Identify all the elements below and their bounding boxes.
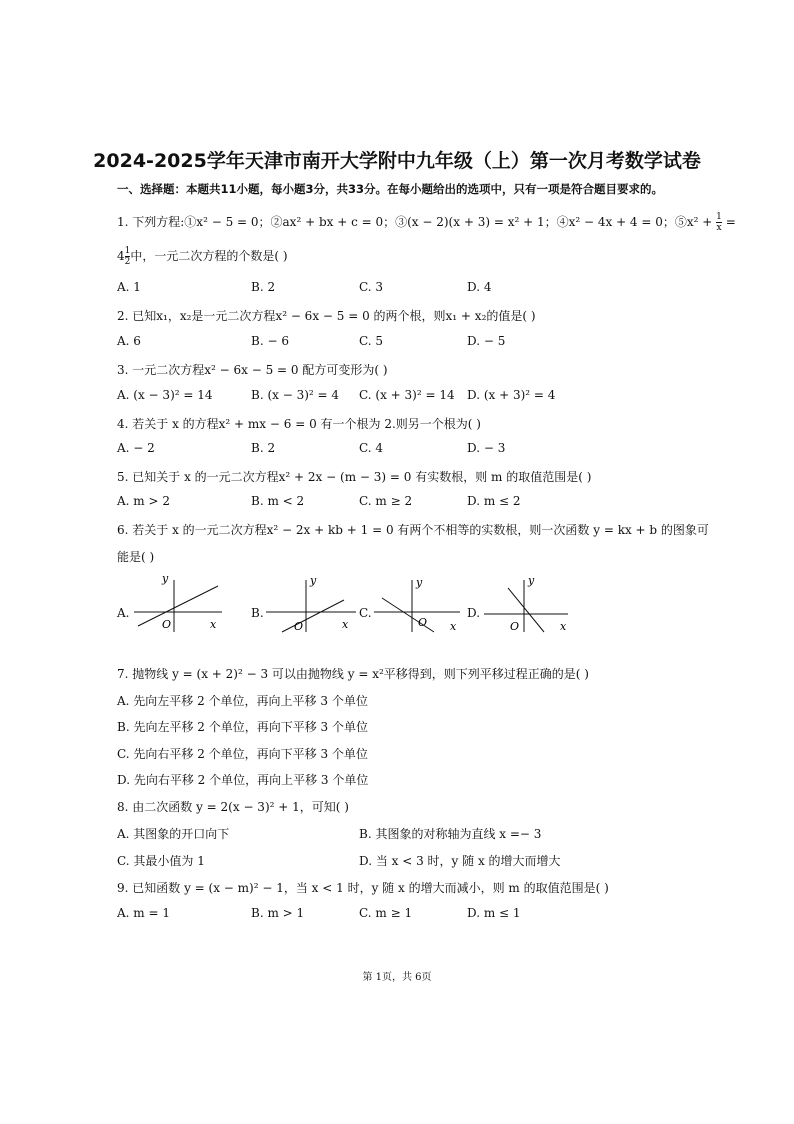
x-axis-label: x <box>450 620 457 633</box>
question-1-stem-end: 中，一元二次方程的个数是( ) <box>130 249 288 263</box>
q5-option-b: B. m < 2 <box>251 494 305 508</box>
q6-graph-a <box>130 574 230 634</box>
q4-option-c: C. 4 <box>359 441 384 455</box>
q9-option-b: B. m > 1 <box>251 906 305 920</box>
q8-option-d: D. 当 x < 3 时，y 随 x 的增大而增大 <box>359 854 561 868</box>
question-6: 6. 若关于 x 的一元二次方程x² − 2x + kb + 1 = 0 有两个不相等的实数根，则一次函数 y = kx + b 的图象可 <box>117 523 709 537</box>
q1-option-c: C. 3 <box>359 280 384 294</box>
q9-option-c: C. m ≥ 1 <box>359 906 413 920</box>
q7-option-a: A. 先向左平移 2 个单位，再向上平移 3 个单位 <box>117 694 368 708</box>
mixed-number-whole: 4 <box>117 249 125 263</box>
q6-graph-c <box>372 574 467 634</box>
q5-option-a: A. m > 2 <box>117 494 170 508</box>
q2-option-a: A. 6 <box>117 334 141 348</box>
x-axis-label: x <box>560 620 567 633</box>
q7-option-c: C. 先向右平移 2 个单位，再向下平移 3 个单位 <box>117 747 368 761</box>
q6-option-a: A. <box>117 606 130 620</box>
equals-sign: = <box>721 215 736 229</box>
q8-option-c: C. 其最小值为 1 <box>117 854 205 868</box>
q6-option-d: D. <box>467 606 481 620</box>
question-1-stem: 1. 下列方程:①x² − 5 = 0；②ax² + bx + c = 0；③(x − 2)(x + 3) = x² + 1；④x² − 4x + 4 = 0；⑤x² + <box>117 215 713 229</box>
question-2: 2. 已知x₁，x₂是一元二次方程x² − 6x − 5 = 0 的两个根，则x₁ + x₂的值是( ) <box>117 309 536 323</box>
question-3: 3. 一元二次方程x² − 6x − 5 = 0 配方可变形为( ) <box>117 363 388 377</box>
question-8: 8. 由二次函数 y = 2(x − 3)² + 1，可知( ) <box>117 800 349 814</box>
question-7: 7. 抛物线 y = (x + 2)² − 3 可以由抛物线 y = x²平移得到，则下列平移过程正确的是( ) <box>117 667 589 681</box>
q6-graph-b <box>264 574 364 634</box>
q5-option-d: D. m ≤ 2 <box>467 494 521 508</box>
question-6-continued: 能是( ) <box>117 550 155 564</box>
y-axis-label: y <box>416 576 423 589</box>
exam-title: 2024-2025学年天津市南开大学附中九年级（上）第一次月考数学试卷 <box>93 150 701 172</box>
origin-label: O <box>162 618 172 631</box>
question-5: 5. 已知关于 x 的一元二次方程x² + 2x − (m − 3) = 0 有实数根，则 m 的取值范围是( ) <box>117 470 592 484</box>
q7-option-d: D. 先向右平移 2 个单位，再向上平移 3 个单位 <box>117 773 369 787</box>
q8-option-a: A. 其图象的开口向下 <box>117 827 230 841</box>
q1-option-b: B. 2 <box>251 280 276 294</box>
origin-label: O <box>510 620 520 633</box>
q3-option-d: D. (x + 3)² = 4 <box>467 388 556 402</box>
question-4: 4. 若关于 x 的方程x² + mx − 6 = 0 有一个根为 2.则另一个根为( ) <box>117 417 481 431</box>
q9-option-d: D. m ≤ 1 <box>467 906 521 920</box>
q2-option-b: B. − 6 <box>251 334 289 348</box>
question-1-continued <box>117 246 288 267</box>
question-1 <box>117 212 736 233</box>
y-axis-label: y <box>310 574 317 587</box>
x-axis-label: x <box>210 618 217 631</box>
q2-option-d: D. − 5 <box>467 334 506 348</box>
q4-option-a: A. − 2 <box>117 441 155 455</box>
q5-option-c: C. m ≥ 2 <box>359 494 413 508</box>
q9-option-a: A. m = 1 <box>117 906 170 920</box>
q6-graph-d <box>482 574 574 634</box>
q7-option-b: B. 先向左平移 2 个单位，再向下平移 3 个单位 <box>117 720 368 734</box>
x-axis-label: x <box>342 618 349 631</box>
y-axis-label: y <box>162 574 169 585</box>
q4-option-d: D. − 3 <box>467 441 506 455</box>
q3-option-a: A. (x − 3)² = 14 <box>117 388 213 402</box>
fraction: $\frac{1}{x}$ <box>716 212 722 233</box>
q3-option-c: C. (x + 3)² = 14 <box>359 388 455 402</box>
section-heading: 一、选择题：本题共11小题，每小题3分，共33分。在每小题给出的选项中，只有一项是符合题目要求的。 <box>117 182 664 196</box>
fraction: $\frac{1}{2}$ <box>124 246 131 267</box>
q3-option-b: B. (x − 3)² = 4 <box>251 388 340 402</box>
q1-option-d: D. 4 <box>467 280 492 294</box>
q2-option-c: C. 5 <box>359 334 384 348</box>
q6-option-b: B. <box>251 606 264 620</box>
origin-label: O <box>418 616 428 629</box>
q8-option-b: B. 其图象的对称轴为直线 x =− 3 <box>359 827 542 841</box>
y-axis-label: y <box>528 574 535 587</box>
q1-option-a: A. 1 <box>117 280 141 294</box>
q6-option-c: C. <box>359 606 372 620</box>
origin-label: O <box>294 620 304 633</box>
page-footer: 第 1页，共 6页 <box>362 972 432 983</box>
question-9: 9. 已知函数 y = (x − m)² − 1，当 x < 1 时，y 随 x 的增大而减小，则 m 的取值范围是( ) <box>117 881 609 895</box>
q4-option-b: B. 2 <box>251 441 276 455</box>
